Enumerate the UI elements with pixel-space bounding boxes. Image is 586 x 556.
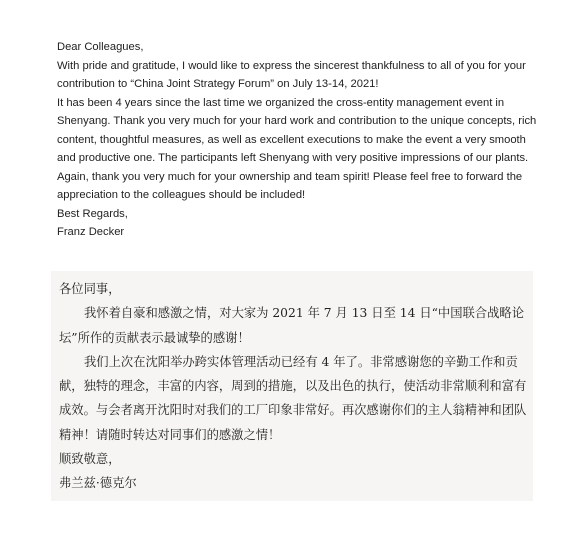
english-letter [57,38,547,242]
english-signature: Franz Decker [57,226,125,238]
english-closing: Best Regards, [57,207,128,220]
chinese-paragraph-2: 我们上次在沈阳举办跨实体管理活动已经有 4 年了。非常感谢您的辛勤工作和贡献，独特的理念，丰富的内容，周到的措施，以及出色的执行，使活动非常顺利和富有成效。与会者离开沈阳时对我们的工厂印象非常好。再次感谢你们的主人翁精神和团队精神！请随时转达对同事们的感激之情！ [59,354,527,442]
chinese-greeting: 各位同事， [59,282,121,296]
english-greeting: Dear Colleagues, [57,41,144,53]
chinese-signature: 弗兰兹·德克尔 [59,476,137,491]
english-paragraph-2: It has been 4 years since the last time we organized the cross-entity management event in Shenyang. Thank you very much for your hard work and contribution to the unique concepts, rich content, thoughtful measures, as well as excellent executions to make the event a very smooth and productive one. The participants left Shenyang with very positive impressions of our plants. [57,96,537,164]
chinese-paragraph-1: 我怀着自豪和感激之情，对大家为 2021 年 7 月 13 日至 14 日“中国联合战略论坛”所作的贡献表示最诚挚的感谢！ [59,306,524,345]
english-paragraph-1: With pride and gratitude, I would like to express the sincerest thankfulness to all of you for your contribution to “China Joint Strategy Forum” on July 13-14, 2021! [57,59,526,90]
chinese-letter [51,271,533,501]
chinese-closing: 顺致敬意， [59,452,121,467]
english-paragraph-3: Again, thank you very much for your ownership and team spirit! Please feel free to forward the appreciation to the colleagues should be included! [57,170,523,201]
